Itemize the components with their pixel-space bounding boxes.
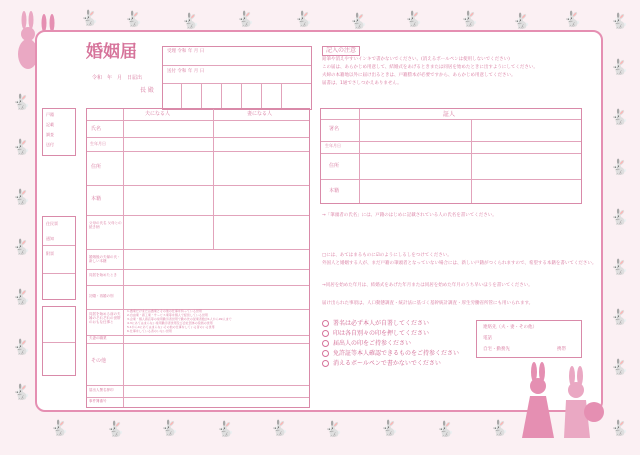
note-line: 届書は、1通でさしつかえありません。 [322,81,402,86]
mid-note: 届け出られた事項は、人口動態調査・統計法に基づく基幹統計調査・厚生労働省所管にも用いられます。 [322,301,534,306]
rabbit-icon: 🐇 [610,308,629,326]
checklist-item: 届出人の印をご持参ください [322,338,411,347]
rabbit-icon: 🐇 [12,188,31,206]
rabbit-icon: 🐇 [380,419,399,437]
row-occupation-household: 同居を始める前の夫婦のそれぞれの世帯のおもな仕事と [89,312,121,325]
rabbit-icon: 🐇 [216,420,235,438]
circle-icon [322,340,329,347]
receipt-box [162,46,312,110]
side-label-koseki: 戸籍 [46,112,54,117]
rabbit-icon: 🐇 [236,10,255,28]
column-husband: 夫になる人 [145,111,171,117]
note-line: この届は、あらかじめ用意して、結婚式をあげるときまたは同居を始めたときに出すようにしてください。 [322,65,538,70]
rabbit-icon: 🐇 [181,12,200,30]
column-wife: 妻になる人 [247,111,273,117]
rabbit-icon: 🐇 [80,9,99,27]
groom-icon [564,366,604,438]
receipt-label: 受理 令和 年 月 日 [167,49,205,54]
rabbit-icon: 🐇 [610,12,629,30]
notes-header: 記入の注意 [322,46,360,56]
rabbit-icon: 🐇 [610,108,629,126]
row-name: 氏名 [91,126,102,132]
witness-row-birth: 生年月日 [325,143,341,148]
witness-table [320,108,582,204]
side-label-fuhyo: 附票 [46,251,54,256]
witness-header: 証人 [443,111,456,118]
row-cohabit: 同居を始めたとき [89,273,117,277]
rabbit-icon: 🐇 [610,208,629,226]
rabbit-icon: 🐇 [124,10,143,28]
occupation-option: 3.企業・個人商店等の常用勤労者世帯で勤め先の従業者数が1人から99人まで [127,317,232,321]
rabbit-icon: 🐇 [270,419,289,437]
occupation-option: 4.3にあてはまらない常用勤労者世帯及び会社団体の役員の世帯 [127,321,213,325]
occupation-option: 2.自由業・商工業・サービス業等を個人で経営している世帯 [127,313,208,317]
row-marriage-type: 初婚・再婚の別 [89,294,114,298]
rabbit-icon: 🐇 [610,358,629,376]
bride-icon [522,362,554,438]
row-occupation: 夫妻の職業 [89,336,107,340]
row-honseki: 本籍 [91,196,102,202]
witness-row-signature: 署名 [329,126,340,132]
mid-note: 外国人と婚姻する人が、まだ戸籍の筆頭者となっていない場合には、新しい戸籍がつくられますので、希望する本籍を書いてください。 [322,261,597,266]
row-parents: 父母の氏名 父母との続き柄 [89,221,122,230]
rabbit-icon: 🐇 [12,383,31,401]
rabbit-icon: 🐇 [610,258,629,276]
contact-label: 連絡先（夫・妻・その他） [483,325,537,330]
addressee: 長 殿 [140,87,154,94]
contact-home: 自宅・勤務先 [483,347,510,352]
side-label-kisai: 記載 [46,122,54,127]
rabbit-icon: 🐇 [50,419,69,437]
side-label-juminhyo: 住民票 [46,221,58,226]
filing-date-line: 令和 年 月 日届出 [92,75,143,81]
witness-row-address: 住所 [329,163,340,169]
rabbit-icon: 🐇 [12,338,31,356]
contact-mobile: 携帯 [557,347,566,352]
note-line: 夫婦の本籍地以外に届け出るときは、戸籍謄本が必要ですから、あらかじめ用意してください。 [322,73,516,78]
rabbit-icon: 🐇 [460,10,479,28]
rabbit-icon: 🐇 [610,158,629,176]
main-form-table [86,108,310,408]
side-label-tsuchi: 通知 [46,236,54,241]
rabbit-icon: 🐇 [436,420,455,438]
mid-note: →「筆頭者の氏名」には、戸籍のはじめに記載されている人の氏名を書いてください。 [322,213,497,218]
occupation-option: 1.農業だけまたは農業とその他の仕事を持っている世帯 [127,309,202,313]
checklist-item: 署名は必ず本人が自署してください [322,318,429,327]
row-address: 住所 [91,164,102,170]
row-signature: 届出人署名押印 [89,388,114,392]
circle-icon [322,320,329,327]
contact-box [476,320,582,358]
checklist-item: 免許証等本人確認できるものをご持参ください [322,348,459,357]
send-label: 送付 令和 年 月 日 [167,69,205,74]
circle-icon [322,330,329,337]
rabbit-icon: 🐇 [12,238,31,256]
resident-box [42,216,76,300]
form-title: 婚姻届 [86,42,137,62]
rabbit-icon: 🐇 [12,138,31,156]
row-case-number: 事件簿番号 [89,399,107,403]
note-line: 鉛筆や消えやすいインキで書かないでください。(消えるボールペンは使用しないでください) [322,57,510,62]
rabbit-icon: 🐇 [512,12,531,30]
contact-phone: 電話 [483,336,492,341]
side-label-sofu: 送付 [46,142,54,147]
rabbit-icon: 🐇 [404,10,423,28]
rabbit-icon: 🐇 [349,12,368,30]
occupation-option: 5.1から4にあてはまらないその他の仕事をしている者のいる世帯 [127,325,215,329]
rabbit-icon: 🐇 [324,420,343,438]
extra-box [42,306,76,376]
row-birth: 生年月日 [90,141,106,146]
row-new-surname: 婚姻後の夫婦の氏・新しい本籍 [89,255,121,264]
office-use-box [42,108,76,156]
row-other: その他 [91,358,107,364]
mid-note: →同居を始めた年月は、結婚式をあげた年月または同居を始めた年月のうち早いほうを書いてください。 [322,283,533,288]
checklist-item: 印は各自別々の印を押してください [322,328,429,337]
rabbit-icon: 🐇 [106,420,125,438]
bride-groom-icon [508,362,604,440]
rabbit-icon: 🐇 [12,288,31,306]
rabbit-icon: 🐇 [160,419,179,437]
witness-row-honseki: 本籍 [329,188,340,194]
side-label-chosa: 調査 [46,132,54,137]
rabbit-icon: 🐇 [12,93,31,111]
rabbit-icon: 🐇 [490,419,509,437]
checklist-item: 消えるボールペンで書かないでください [322,358,441,367]
rabbit-icon: 🐇 [610,58,629,76]
rabbit-icon: 🐇 [610,419,629,437]
rabbit-icon: 🐇 [563,10,582,28]
occupation-option: 6.仕事をしている者のいない世帯 [127,329,172,333]
rabbit-icon: 🐇 [294,10,313,28]
mid-note: □には、あてはまるものに☑のようにしるしをつけてください。 [322,253,452,258]
circle-icon [322,360,329,367]
circle-icon [322,350,329,357]
